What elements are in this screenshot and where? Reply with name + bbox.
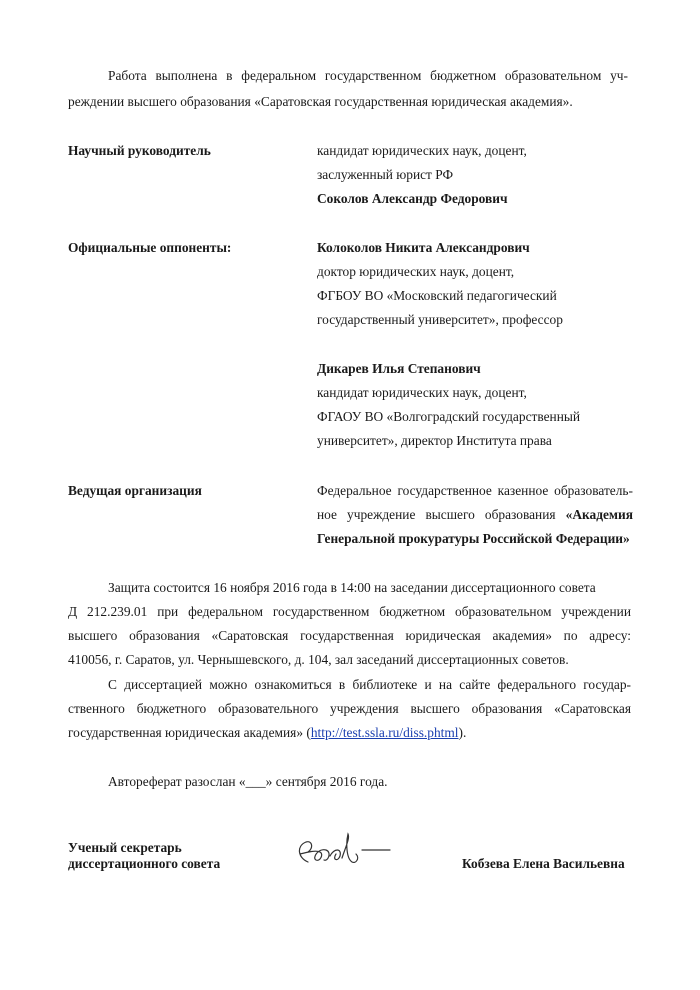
intro-line-2: реждении высшего образования «Саратовская государственная юридическая академия».	[68, 94, 573, 109]
opponent-2-org: ФГАОУ ВО «Волгоградский государственный	[317, 409, 581, 424]
library-line-2: ственного бюджетного образовательного учреждения высшего образования «Саратовская	[68, 701, 631, 716]
library-line-3-before: государственная юридическая академия» (	[68, 725, 311, 740]
dissertation-link[interactable]: http://test.ssla.ru/diss.phtml	[310, 725, 459, 740]
supervisor-label: Научный руководитель	[68, 143, 211, 158]
opponent-1-org: ФГБОУ ВО «Московский педагогический	[317, 288, 557, 303]
supervisor-degree: кандидат юридических наук, доцент,	[317, 143, 527, 158]
secretary-label-1: Ученый секретарь	[68, 840, 182, 855]
leading-line-2-bold: «Академия	[565, 507, 633, 522]
opponent-2-degree: кандидат юридических наук, доцент,	[317, 385, 527, 400]
opponent-2-position: университет», директор Института права	[317, 433, 552, 448]
leading-line-1: Федеральное государственное казенное образователь-	[317, 483, 633, 498]
abstract-sent-date: Автореферат разослан «___» сентября 2016 года.	[108, 774, 388, 789]
leading-label: Ведущая организация	[68, 483, 202, 498]
leading-line-2	[317, 507, 633, 523]
defense-line-3: высшего образования «Саратовская государственная юридическая академия» по адресу:	[68, 628, 631, 643]
defense-line-2: Д 212.239.01 при федеральном государственном бюджетном образовательном учреждении	[68, 604, 631, 619]
library-line-1: С диссертацией можно ознакомиться в библиотеке и на сайте федерального государ-	[108, 677, 631, 692]
supervisor-title: заслуженный юрист РФ	[317, 167, 454, 182]
library-line-3-after: ).	[458, 725, 467, 740]
opponent-1-degree: доктор юридических наук, доцент,	[317, 264, 515, 279]
leading-line-2-plain: ное учреждение высшего образования	[317, 507, 556, 522]
secretary-label-2: диссертационного совета	[68, 856, 221, 871]
opponent-1-position: государственный университет», профессор	[317, 312, 563, 327]
secretary-name: Кобзева Елена Васильевна	[462, 856, 625, 871]
defense-line-1: Защита состоится 16 ноября 2016 года в 14:00 на заседании диссертационного совета	[108, 580, 596, 595]
signature-image	[290, 828, 410, 878]
opponents-label: Официальные оппоненты:	[68, 240, 232, 255]
library-line-3	[68, 725, 466, 741]
supervisor-name: Соколов Александр Федорович	[317, 191, 508, 206]
intro-line-1: Работа выполнена в федеральном государственном бюджетном образовательном уч-	[108, 68, 628, 83]
defense-line-4: 410056, г. Саратов, ул. Чернышевского, д. 104, зал заседаний диссертационных советов.	[68, 652, 569, 667]
opponent-2-name: Дикарев Илья Степанович	[317, 361, 481, 376]
signature-icon	[290, 828, 410, 878]
leading-line-3: Генеральной прокуратуры Российской Федерации»	[317, 531, 630, 546]
opponent-1-name: Колоколов Никита Александрович	[317, 240, 530, 255]
